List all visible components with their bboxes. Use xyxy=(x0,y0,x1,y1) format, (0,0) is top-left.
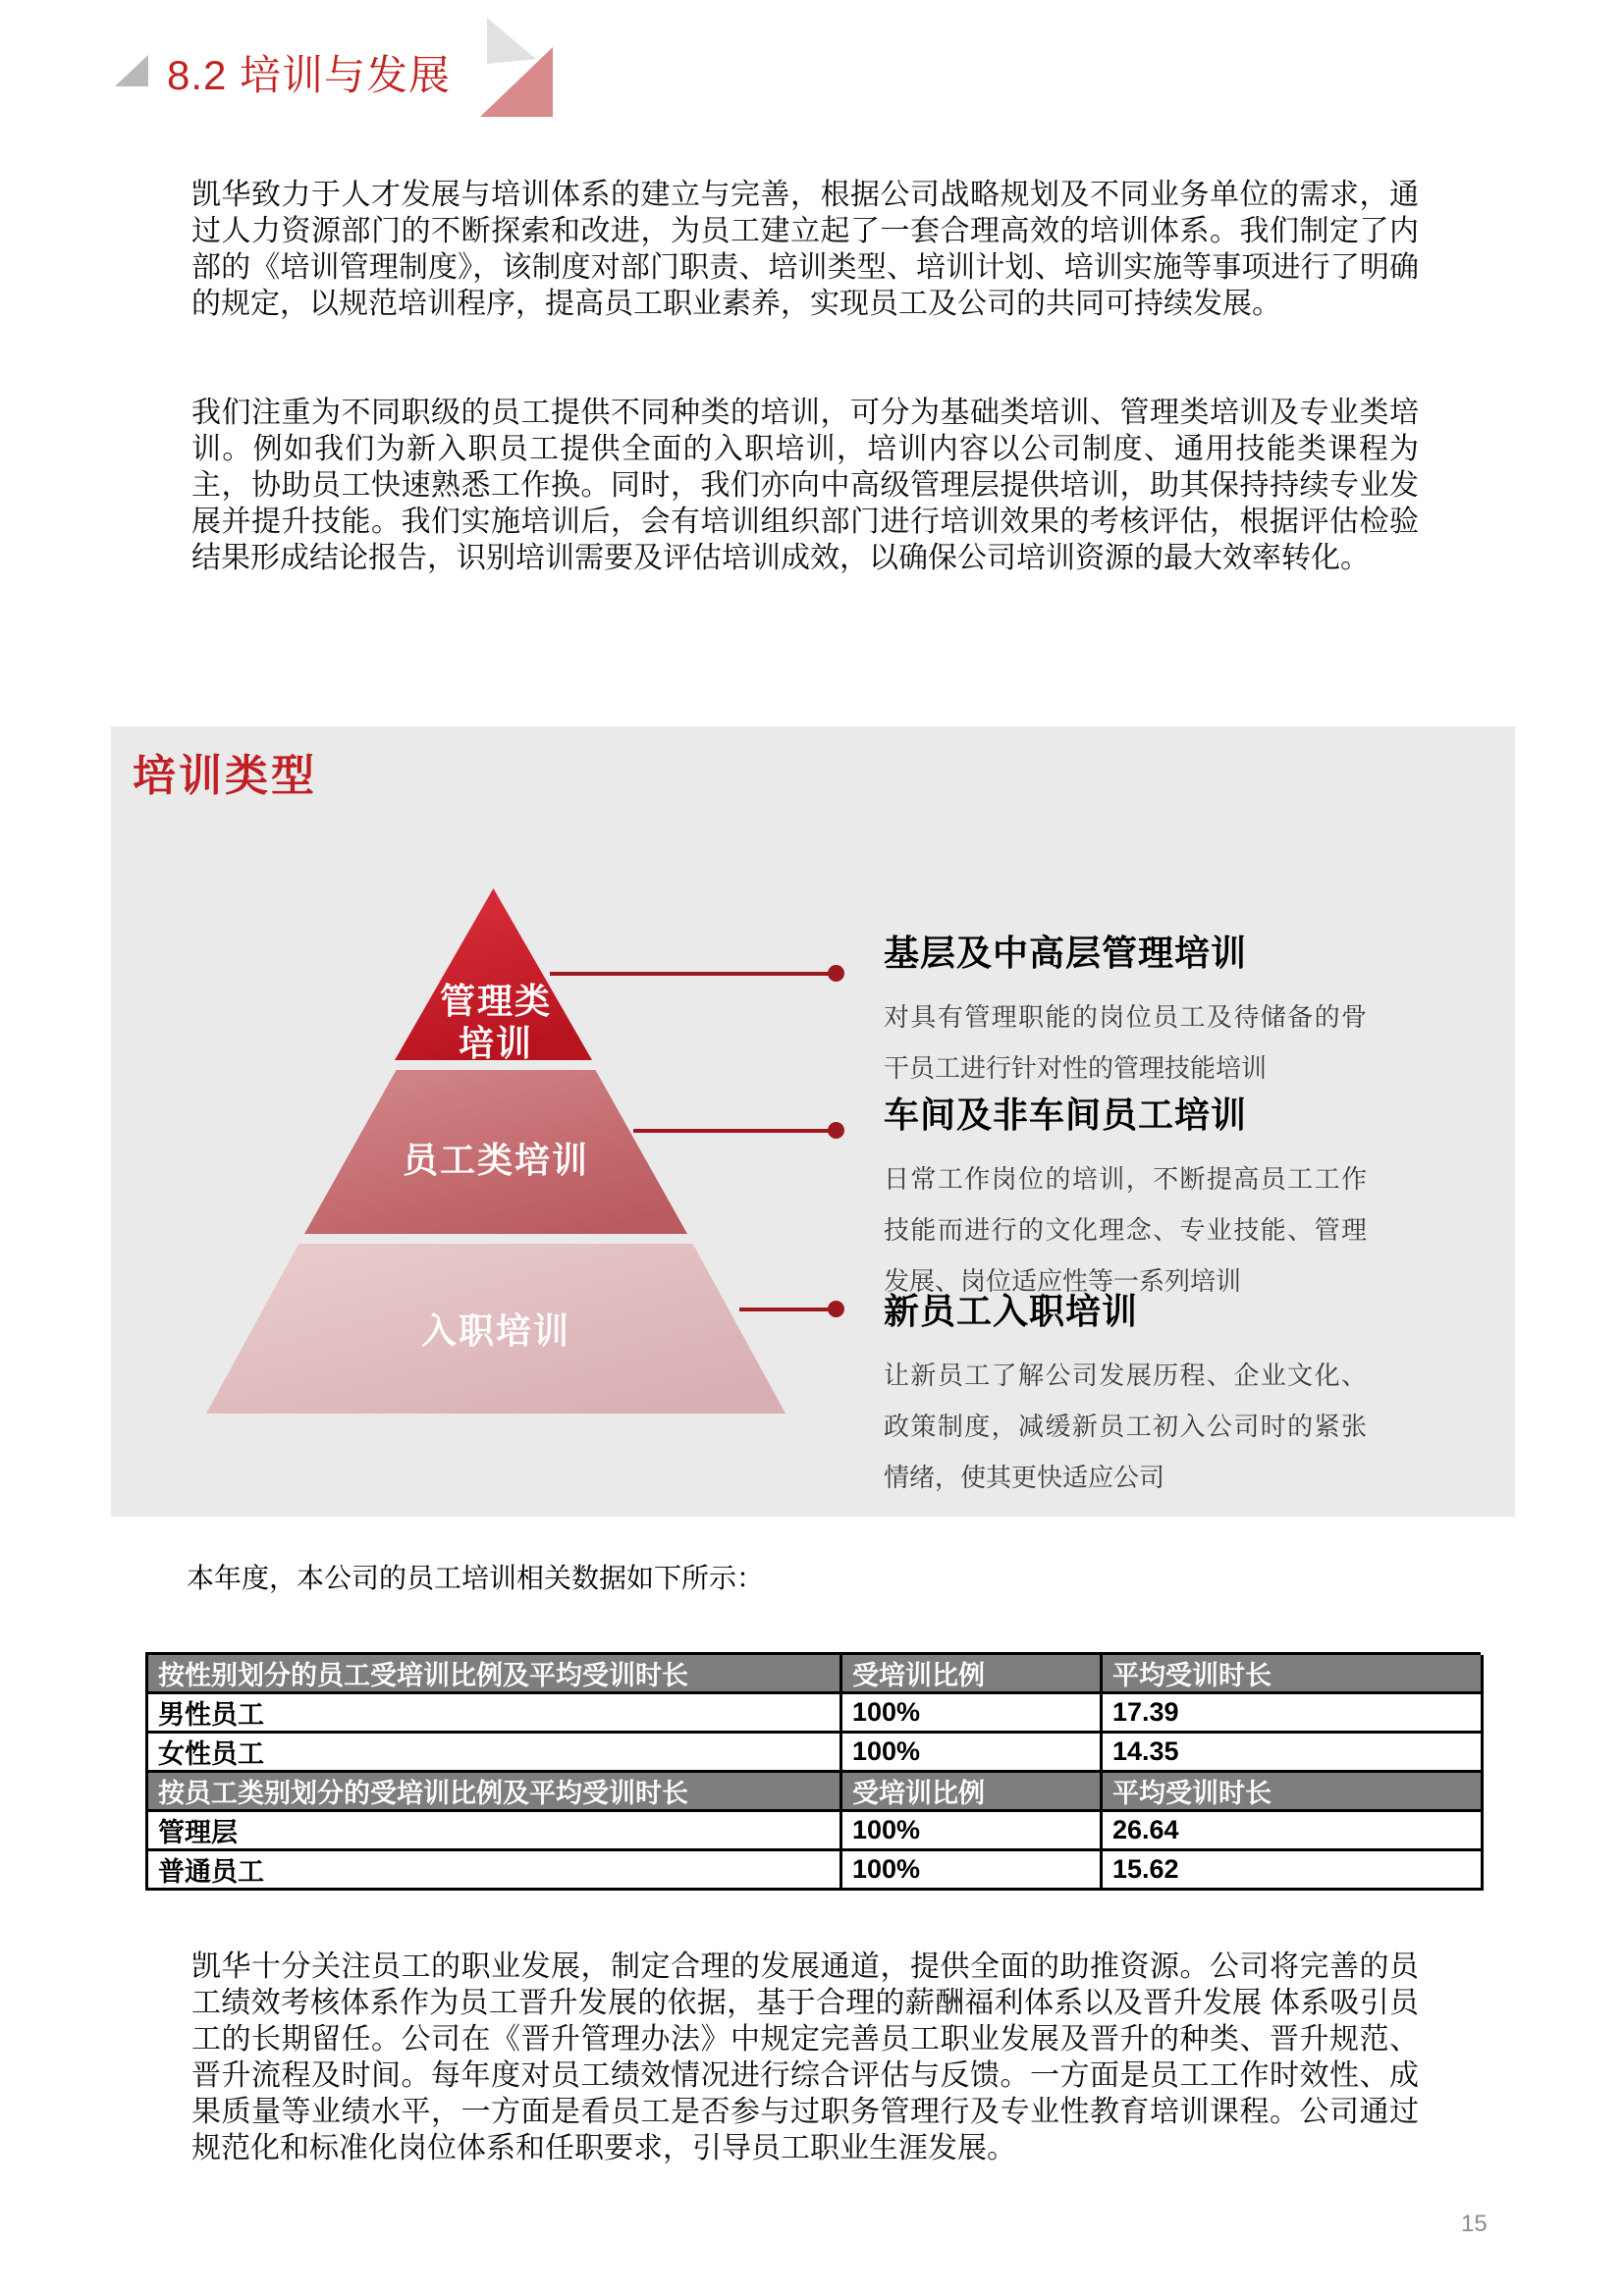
table-value-cell: 100% xyxy=(842,1851,1103,1891)
intro-paragraph-1: 凯华致力于人才发展与培训体系的建立与完善，根据公司战略规划及不同业务单位的需求，通过人力资源部门的不断探索和改进，为员工建立起了一套合理高效的培训体系。我们制定了内部的《培训管理制度》，该制度对部门职责、培训类型、培训计划、培训实施等事项进行了明确的规定，以规范培训程序，提高员工职业素养，实现员工及公司的共同可持续发展。 xyxy=(191,179,1419,320)
connector-line-1 xyxy=(550,972,835,976)
callout-title: 基层及中高层管理培训 xyxy=(884,933,1248,973)
closing-paragraph: 凯华十分关注员工的职业发展，制定合理的发展通道，提供全面的助推资源。公司将完善的员工绩效考核体系作为员工晋升发展的依据，基于合理的薪酬福利体系以及晋升发展 体系吸引员工的长期留任。公司在《晋升管理办法》中规定完善员工职业发展及晋升的种类、晋升规范、晋升流程及时间。每年度对员工绩效情况进行综合评估与反馈。一方面是员工工作时效性、成果质量等业绩水平，一方面是看员工是否参与过职务管理行及专业性教育培训课程。公司通过规范化和标准化岗位体系和任职要求，引导员工职业生涯发展。 xyxy=(191,1950,1419,2164)
table-value-cell: 100% xyxy=(842,1694,1103,1734)
table-value-cell: 14.35 xyxy=(1103,1734,1484,1773)
table-row-label: 男性员工 xyxy=(148,1694,842,1734)
table-value-cell: 17.39 xyxy=(1103,1694,1484,1734)
table-value-cell: 26.64 xyxy=(1103,1812,1484,1851)
table-value-cell: 15.62 xyxy=(1103,1851,1484,1891)
connector-line-3 xyxy=(739,1308,835,1311)
callout-employee-training xyxy=(884,1088,1404,1307)
panel-title: 培训类型 xyxy=(133,752,317,800)
intro-paragraph-2: 我们注重为不同职级的员工提供不同种类的培训，可分为基础类培训、管理类培训及专业类培训。例如我们为新入职员工提供全面的入职培训，培训内容以公司制度、通用技能类课程为主，协助员工快速熟悉工作换。同时，我们亦向中高级管理层提供培训，助其保持持续专业发展并提升技能。我们实施培训后，会有培训组织部门进行培训效果的考核评估，根据评估检验结果形成结论报告，识别培训需要及评估培训成效，以确保公司培训资源的最大效率转化。 xyxy=(191,397,1419,574)
table-header-cell: 按性别划分的员工受培训比例及平均受训时长 xyxy=(148,1655,842,1694)
table-row-label: 管理层 xyxy=(148,1812,842,1851)
training-types-panel xyxy=(111,726,1515,1517)
table-value-cell: 100% xyxy=(842,1734,1103,1773)
table-header-cell: 按员工类别划分的受培训比例及平均受训时长 xyxy=(148,1773,842,1812)
table-row-label: 女性员工 xyxy=(148,1734,842,1773)
callout-description: 让新员工了解公司发展历程、企业文化、政策制度，减缓新员工初入公司时的紧张情绪，使其更快适应公司 xyxy=(884,1361,1367,1492)
callout-description: 日常工作岗位的培训，不断提高员工工作技能而进行的文化理念、专业技能、管理发展、岗位适应性等一系列培训 xyxy=(884,1164,1367,1296)
callout-title: 新员工入职培训 xyxy=(884,1291,1139,1331)
table-row-label: 普通员工 xyxy=(148,1851,842,1891)
connector-dot-2 xyxy=(828,1122,844,1139)
callout-onboarding-training xyxy=(884,1284,1404,1503)
connector-line-2 xyxy=(633,1129,835,1133)
section-title: 8.2 培训与发展 xyxy=(167,52,452,98)
table-lead-in-text: 本年度，本公司的员工培训相关数据如下所示： xyxy=(187,1563,765,1593)
pyramid-label-management: 管理类培训 xyxy=(439,981,552,1063)
connector-dot-3 xyxy=(828,1301,844,1317)
header-left-triangle-icon xyxy=(115,55,148,86)
table-header-cell: 受培训比例 xyxy=(842,1655,1103,1694)
pyramid-label-employee: 员工类培训 xyxy=(402,1140,589,1180)
training-data-table xyxy=(145,1652,1481,1891)
page-number: 15 xyxy=(1461,2211,1488,2237)
header-gray-triangle-icon xyxy=(487,18,536,64)
callout-title: 车间及非车间员工培训 xyxy=(884,1095,1248,1135)
table-header-cell: 平均受训时长 xyxy=(1103,1655,1484,1694)
callout-description: 对具有管理职能的岗位员工及待储备的骨干员工进行针对性的管理技能培训 xyxy=(884,1002,1367,1083)
pyramid-label-onboarding: 入职培训 xyxy=(420,1310,570,1351)
connector-dot-1 xyxy=(828,965,844,982)
table-header-cell: 受培训比例 xyxy=(842,1773,1103,1812)
table-value-cell: 100% xyxy=(842,1812,1103,1851)
table-header-cell: 平均受训时长 xyxy=(1103,1773,1484,1812)
callout-management-training xyxy=(884,926,1404,1094)
